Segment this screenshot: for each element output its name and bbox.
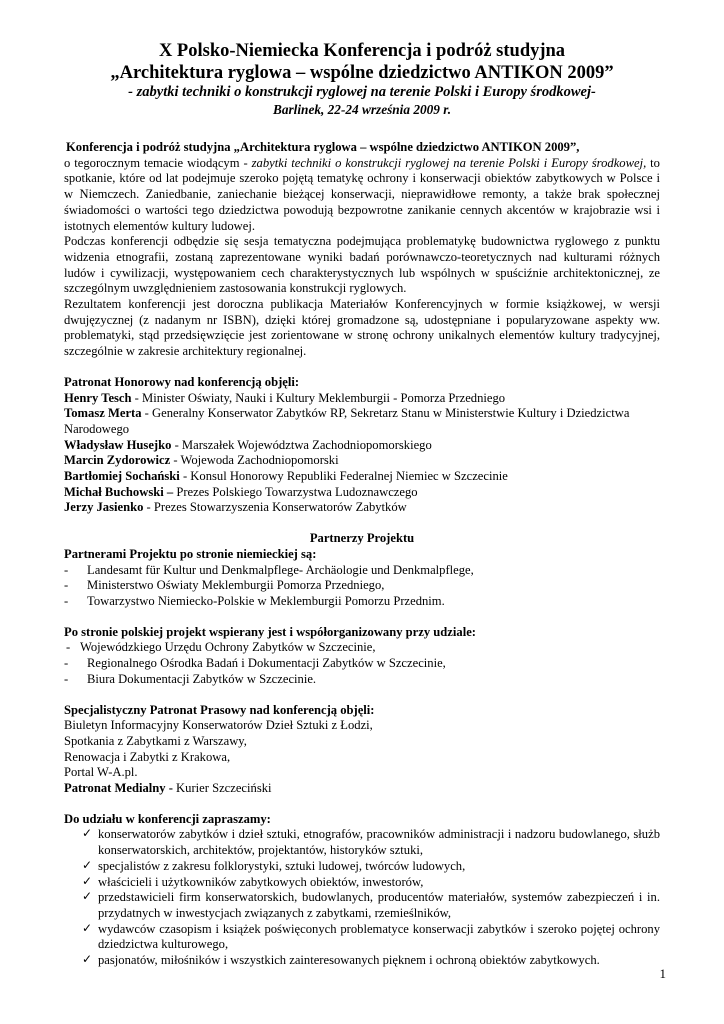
intro-paragraph-3: Rezultatem konferencji jest doroczna publikacja Materiałów Konferencyjnych w formie książkowej, w wersji dwujęzycznej (z nadanym nr ISBN), dzięki której gromadzone są, udostępniane i popularyzowane aspekty ww. problematyki, stąd przedsięwzięcie jest zorientowane w stronę ochrony unikalnych elementów kultury tradycyjnej, szczególnie w zakresie architektury regionalnej. bbox=[64, 297, 660, 359]
title-line-2: „Architektura ryglowa – wspólne dziedzictwo ANTIKON 2009” bbox=[110, 63, 614, 83]
dash-marker: - bbox=[64, 656, 69, 671]
list-item bbox=[64, 890, 660, 921]
list-item bbox=[64, 953, 660, 969]
list-item bbox=[64, 859, 660, 875]
list-item-text: Landesamt für Kultur und Denkmalpflege- Archäologie und Denkmalpflege, bbox=[87, 562, 474, 577]
polish-partners-list bbox=[64, 640, 660, 687]
german-partners-heading bbox=[64, 547, 660, 563]
list-item bbox=[64, 672, 660, 688]
list-item bbox=[64, 827, 660, 858]
dash-marker: - bbox=[66, 640, 71, 655]
person-name: Marcin Zydorowicz bbox=[64, 453, 171, 468]
list-item bbox=[64, 594, 660, 610]
list-item-text: Ministerstwo Oświaty Meklemburgii Pomorza Przedniego, bbox=[87, 578, 385, 593]
check-icon: ✓ bbox=[82, 873, 93, 888]
honorary-item bbox=[64, 391, 660, 407]
check-icon: ✓ bbox=[82, 826, 93, 841]
person-role: Prezes Polskiego Towarzystwa Ludoznawczego bbox=[173, 484, 418, 499]
list-item bbox=[64, 578, 660, 594]
intro-paragraph-2: Podczas konferencji odbędzie się sesja tematyczna podejmująca problematykę budownictwa ryglowego z punktu widzenia etnografii, zostaną zaprezentowane wyniki badań porównawczo-teoretycznych nad kulturami różnych ludów i cywilizacji, występowaniem cech charakterystycznych lub wspólnych w spuściźnie architektonicznej, ze szczególnym uwzględnieniem zastosowania konstrukcji ryglowych. bbox=[64, 234, 660, 296]
honorary-list bbox=[64, 391, 660, 517]
media-patron-label: Patronat Medialny - bbox=[64, 781, 173, 796]
list-item-text: specjalistów z zakresu folklorystyki, sztuki ludowej, twórców ludowych, bbox=[98, 858, 466, 873]
intro-paragraph bbox=[64, 140, 660, 234]
invite-heading bbox=[64, 812, 660, 828]
person-role: - Generalny Konserwator Zabytków RP, Sekretarz Stanu w Ministerstwie Kultury i Dziedzictwa Narodowego bbox=[64, 406, 630, 436]
list-item-text: właścicieli i użytkowników zabytkowych obiektów, inwestorów, bbox=[98, 874, 424, 889]
dash-marker: - bbox=[64, 593, 69, 608]
person-name: Tomasz Merta bbox=[64, 406, 142, 421]
press-item: Renowacja i Zabytki z Krakowa, bbox=[64, 749, 231, 764]
german-partners-list bbox=[64, 563, 660, 610]
document-body bbox=[64, 140, 660, 969]
honorary-item bbox=[64, 438, 660, 454]
list-item bbox=[64, 563, 660, 579]
person-role: - Minister Oświaty, Nauki i Kultury Meklemburgii - Pomorza Przedniego bbox=[131, 390, 506, 405]
press-item: Biuletyn Informacyjny Konserwatorów Dzieł Sztuki z Łodzi, bbox=[64, 718, 373, 733]
partners-heading bbox=[64, 531, 660, 547]
title-date-place: Barlinek, 22-24 września 2009 r. bbox=[272, 102, 452, 117]
person-name: Jerzy Jasienko bbox=[64, 500, 144, 515]
intro-lead: Konferencja i podróż studyjna „Architektura ryglowa – wspólne dziedzictwo ANTIKON 2009”, bbox=[66, 140, 580, 154]
check-icon: ✓ bbox=[82, 920, 93, 935]
list-item-text: Biura Dokumentacji Zabytków w Szczecinie. bbox=[87, 671, 317, 686]
list-item bbox=[64, 656, 660, 672]
media-patron-value: Kurier Szczeciński bbox=[172, 781, 272, 796]
list-item bbox=[64, 640, 660, 656]
invite-list bbox=[64, 827, 660, 968]
check-icon: ✓ bbox=[82, 952, 93, 967]
list-item-text: pasjonatów, miłośników i wszystkich zainteresowanych pięknem i ochroną obiektów zabytkowych. bbox=[98, 953, 600, 968]
person-role: - Wojewoda Zachodniopomorski bbox=[170, 453, 339, 468]
list-item bbox=[64, 875, 660, 891]
dash-marker: - bbox=[64, 671, 69, 686]
media-patron bbox=[64, 781, 660, 797]
page-number: 1 bbox=[659, 966, 666, 981]
intro-theme: zabytki techniki o konstrukcji ryglowej na terenie Polski i Europy środkowej, bbox=[251, 155, 647, 170]
press-heading bbox=[64, 703, 660, 719]
list-item-text: Towarzystwo Niemiecko-Polskie w Meklemburgii Pomorzu Przednim. bbox=[87, 593, 445, 608]
person-name: Michał Buchowski – bbox=[64, 484, 174, 499]
list-item-text: Wojewódzkiego Urzędu Ochrony Zabytków w Szczecinie, bbox=[80, 640, 376, 655]
list-item-text: przedstawicieli firm konserwatorskich, budowlanych, producentów materiałów, systemów zabezpieczeń i in. przydatnych w inwestycjach związanych z zabytkami, rzemieślników, bbox=[98, 890, 660, 920]
intro-text-b: to spotkanie, które od lat podejmuje szeroko pojętą tematykę ochrony i konserwacji obiektów zabytkowych w Polsce i w Niemczech. Zaniedbanie, zaniechanie bieżącej konserwacji, nieprawidłowe remonty, a także brak społecznej świadomości o wartości tego dziedzictwa powodują bezpowrotne zanikanie cennych akcentów w krajobrazie wsi i istotnych elementów kultury ludowej. bbox=[64, 155, 660, 233]
honorary-item bbox=[64, 500, 660, 516]
german-partners-heading-text: Partnerami Projektu po stronie niemieckiej są: bbox=[64, 546, 317, 561]
dash-marker: - bbox=[64, 562, 69, 577]
check-icon: ✓ bbox=[82, 857, 93, 872]
press-heading-text: Specjalistyczny Patronat Prasowy nad konferencją objęli: bbox=[64, 702, 375, 717]
person-name: Bartłomiej Sochański bbox=[64, 469, 180, 484]
person-role: - Konsul Honorowy Republiki Federalnej Niemiec w Szczecinie bbox=[179, 469, 508, 484]
list-item bbox=[64, 922, 660, 953]
honorary-heading-text: Patronat Honorowy nad konferencją objęli: bbox=[64, 374, 300, 389]
person-name: Władysław Husejko bbox=[64, 437, 172, 452]
dash-marker: - bbox=[64, 578, 69, 593]
honorary-item bbox=[64, 453, 660, 469]
list-item-text: wydawców czasopism i książek poświęconych problematyce konserwacji zabytków i szeroko pojętej ochrony dziedzictwa kulturowego, bbox=[98, 921, 660, 952]
press-item: Portal W-A.pl. bbox=[64, 765, 138, 780]
honorary-item bbox=[64, 469, 660, 485]
press-item: Spotkania z Zabytkami z Warszawy, bbox=[64, 733, 247, 748]
honorary-heading bbox=[64, 375, 660, 391]
person-role: - Prezes Stowarzyszenia Konserwatorów Zabytków bbox=[143, 500, 407, 515]
list-item-text: konserwatorów zabytków i dzieł sztuki, etnografów, pracowników administracji i nadzoru budowlanego, służb konserwatorskich, architektów, projektantów, historyków sztuki, bbox=[98, 827, 660, 858]
invite-heading-text: Do udziału w konferencji zapraszamy: bbox=[64, 811, 271, 826]
title-subtitle: - zabytki techniki o konstrukcji ryglowej na terenie Polski i Europy środkowej- bbox=[128, 84, 596, 100]
honorary-item bbox=[64, 406, 660, 437]
partners-heading-text: Partnerzy Projektu bbox=[309, 531, 415, 546]
intro-text-a: o tegorocznym temacie wiodącym - bbox=[64, 155, 252, 170]
check-icon: ✓ bbox=[82, 889, 93, 904]
polish-partners-heading bbox=[64, 625, 660, 641]
list-item-text: Regionalnego Ośrodka Badań i Dokumentacji Zabytków w Szczecinie, bbox=[87, 656, 446, 671]
honorary-item bbox=[64, 485, 660, 501]
person-name: Henry Tesch bbox=[64, 390, 132, 405]
polish-partners-heading-text: Po stronie polskiej projekt wspierany jest i współorganizowany przy udziale: bbox=[64, 624, 476, 639]
title-line-1: X Polsko-Niemiecka Konferencja i podróż studyjna bbox=[158, 41, 566, 61]
person-role: - Marszałek Województwa Zachodniopomorskiego bbox=[171, 437, 432, 452]
